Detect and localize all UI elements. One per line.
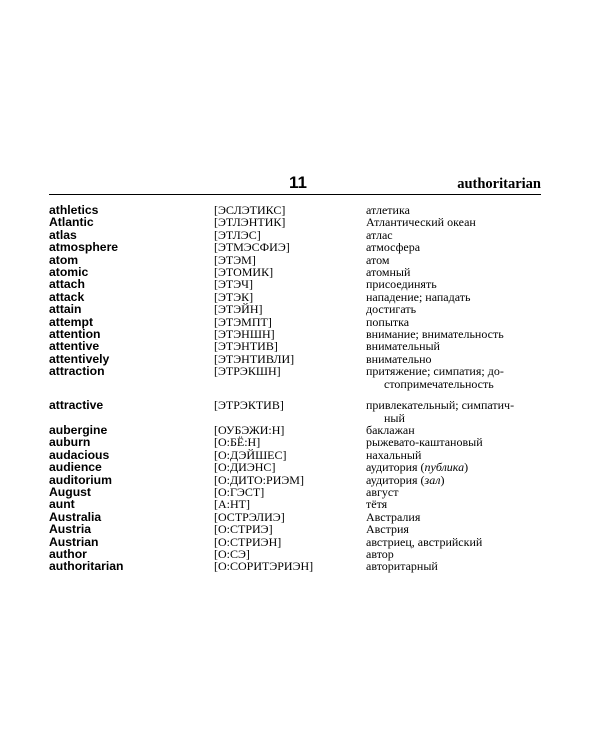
transcription: [О:ГЭСТ] [214, 484, 265, 499]
headword: atom [49, 252, 79, 267]
headword: audience [49, 460, 102, 475]
headword: atlas [49, 227, 77, 242]
dictionary-entry [49, 266, 541, 278]
transcription: [ЭТЭНШН] [214, 327, 275, 342]
translation-text: атлетика [366, 203, 410, 217]
translation [366, 365, 541, 390]
headword: auditorium [49, 472, 112, 487]
headword: aunt [49, 497, 75, 512]
page-header [49, 172, 541, 196]
transcription: [ЭТЭЧ] [214, 277, 253, 292]
transcription: [ЭТЛЭС] [214, 227, 261, 242]
translation-continuation: ный [384, 410, 405, 425]
headword: attentively [49, 351, 110, 366]
transcription: [ЭТРЭКШН] [214, 364, 281, 379]
transcription: [О:СТРИЭН] [214, 534, 282, 549]
headword: Austrian [49, 534, 99, 549]
translation-text: рыжевато-каштановый [366, 435, 483, 450]
headword: author [49, 546, 87, 561]
translation-text: атом [366, 252, 390, 267]
dictionary-entry [49, 303, 541, 315]
dictionary-entry [49, 498, 541, 510]
transcription: [О:ДИЭНС] [214, 460, 276, 475]
translation-text: тётя [366, 497, 388, 512]
dictionary-entry [49, 340, 541, 352]
translation-continuation: стопримечательность [384, 376, 494, 391]
dictionary-entry [49, 216, 541, 228]
headword: atmosphere [49, 240, 119, 255]
dictionary-entry [49, 486, 541, 498]
dictionary-entry [49, 461, 541, 473]
running-head: authoritarian [457, 176, 541, 192]
usage-note: публика [424, 460, 465, 475]
dictionary-entry [49, 436, 541, 448]
dictionary-entry [49, 229, 541, 241]
translation-text: притяжение; симпатия; до- [366, 364, 504, 379]
transcription: [ЭТЭЙН] [214, 302, 263, 317]
headword: aubergine [49, 422, 108, 437]
transcription: [ЭТМЭСФИЭ] [214, 240, 290, 255]
transcription: [ЭТЭНТИВ] [214, 339, 278, 354]
dictionary-entry [49, 536, 541, 548]
translation-text: австриец, австрийский [366, 534, 483, 549]
translation-text: привлекательный; симпатич- [366, 398, 515, 413]
translation-text: атлас [366, 227, 393, 242]
transcription: [ЭТЭНТИВЛИ] [214, 351, 295, 366]
translation-text: внимательный [366, 339, 440, 354]
headword: Australia [49, 509, 102, 524]
dictionary-entry [49, 365, 541, 390]
header-rule [49, 194, 541, 195]
translation-text: Австрия [366, 522, 409, 537]
transcription: [ОСТРЭЛИЭ] [214, 509, 285, 524]
headword: attention [49, 327, 101, 342]
translation-text: атмосфера [366, 240, 421, 255]
translation-text: Австралия [366, 509, 421, 524]
transcription: [А:НТ] [214, 497, 250, 512]
transcription: [ЭТЭК] [214, 289, 254, 304]
transcription: [ЭТЛЭНТИК] [214, 215, 286, 230]
translation [366, 486, 541, 498]
headword: attain [49, 302, 82, 317]
translation-text: попытка [366, 314, 410, 329]
dictionary-entry [49, 254, 541, 266]
dictionary-entry [49, 474, 541, 486]
translation-text: аудитория ( [366, 460, 425, 475]
dictionary-entries [49, 204, 541, 573]
headword: auburn [49, 435, 91, 450]
headword: atomic [49, 265, 89, 280]
dictionary-entry [49, 399, 541, 424]
dictionary-entry [49, 328, 541, 340]
translation-close: ) [440, 472, 445, 487]
translation-text: баклажан [366, 422, 415, 437]
headword: attraction [49, 364, 105, 379]
translation-text: август [366, 484, 399, 499]
headword: audacious [49, 447, 110, 462]
translation-text: внимание; внимательность [366, 327, 504, 342]
dictionary-entry [49, 241, 541, 253]
transcription: [О:БЁ:Н] [214, 435, 261, 450]
translation-text: аудитория ( [366, 472, 425, 487]
transcription: [О:ДЭЙШЕС] [214, 447, 287, 462]
page-number: 11 [289, 173, 307, 192]
dictionary-entry [49, 291, 541, 303]
dictionary-entry [49, 560, 541, 572]
translation-text: нахальный [366, 447, 422, 462]
usage-note: зал [424, 472, 441, 487]
translation [366, 241, 541, 253]
headword: attractive [49, 398, 104, 413]
headword: athletics [49, 203, 99, 217]
transcription: [ЭТЭМ] [214, 252, 256, 267]
translation-text: нападение; нападать [366, 289, 471, 304]
translation-text: авторитарный [366, 559, 438, 574]
transcription: [ЭТОМИК] [214, 265, 274, 280]
translation-text: Атлантический океан [366, 215, 476, 230]
translation-close: ) [464, 460, 469, 475]
headword: attach [49, 277, 85, 292]
transcription: [О:СЭ] [214, 546, 250, 561]
translation-text: присоединять [366, 277, 437, 292]
translation [366, 399, 541, 424]
dictionary-entry [49, 511, 541, 523]
transcription: [ЭСЛЭТИКС] [214, 203, 286, 217]
headword: August [49, 484, 91, 499]
headword: Austria [49, 522, 91, 537]
transcription: [О:СОРИТЭРИЭН] [214, 559, 314, 574]
translation-text: достигать [366, 302, 417, 317]
transcription: [О:СТРИЭ] [214, 522, 273, 537]
transcription: [О:ДИТО:РИЭМ] [214, 472, 304, 487]
transcription: [ОУБЭЖИ:Н] [214, 422, 285, 437]
translation-text: атомный [366, 265, 411, 280]
transcription: [ЭТРЭКТИВ] [214, 398, 284, 413]
translation-text: автор [366, 546, 394, 561]
headword: attempt [49, 314, 94, 329]
headword: Atlantic [49, 215, 94, 230]
transcription: [ЭТЭМПТ] [214, 314, 272, 329]
translation [366, 560, 541, 572]
headword: attack [49, 289, 85, 304]
translation-text: внимательно [366, 351, 432, 366]
headword: authoritarian [49, 559, 124, 574]
headword: attentive [49, 339, 100, 354]
